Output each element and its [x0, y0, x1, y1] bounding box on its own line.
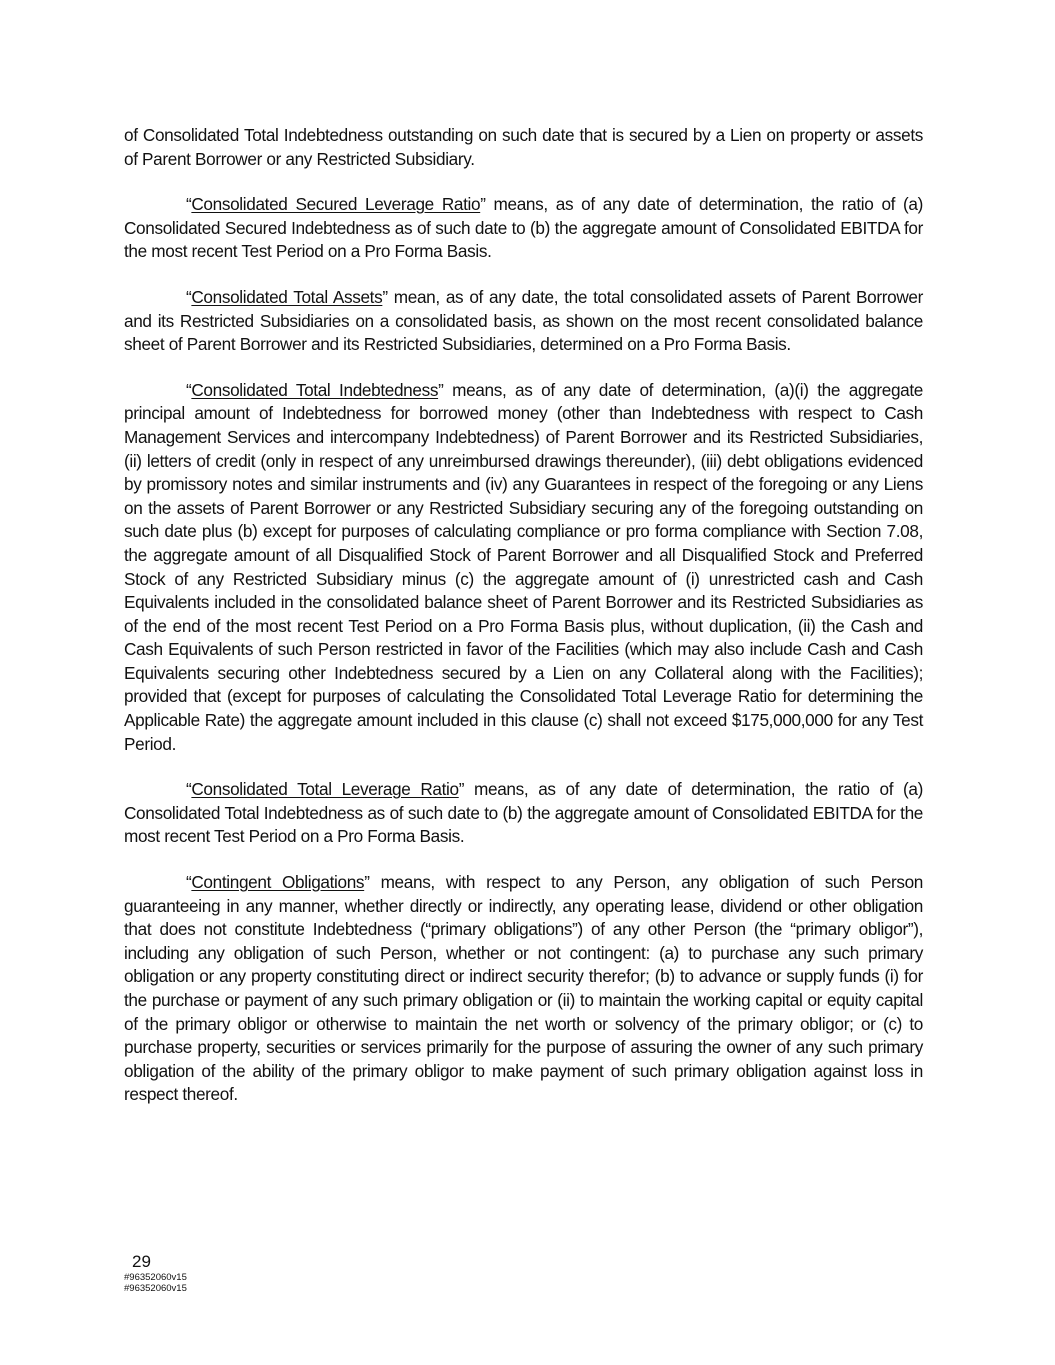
definition-consolidated-total-leverage-ratio: [124, 778, 923, 849]
defined-term: Consolidated Secured Leverage Ratio: [191, 194, 481, 215]
document-id: #96352060v15: [124, 1283, 187, 1294]
definition-text: ” mean, as of any date, the total consolidated assets of Parent Borrower and its Restricted Subsidiaries on a consolidated basis, as shown on the most recent consolidated balance sheet of Parent Borrower and its Restricted Subsidiaries, determined on a Pro Forma Basis.: [124, 286, 923, 355]
open-quote: “: [186, 194, 192, 215]
paragraph-continuation: [124, 124, 923, 171]
document-id: #96352060v15: [124, 1272, 187, 1283]
definition-consolidated-total-indebtedness: [124, 379, 923, 757]
definition-text: ” means, as of any date of determination, (a)(i) the aggregate principal amount of Indebtedness for borrowed money (other than Indebtedness with respect to Cash Management Services and intercompany Indebtedness) of Parent Borrower and its Restricted Subsidiaries, (ii) letters of credit (only in respect of any unreimbursed drawings thereunder), (iii) debt obligations evidenced by promissory notes and similar instruments and (iv) any Guarantees in respect of the foregoing or any Liens on the assets of Parent Borrower or any Restricted Subsidiary securing any of the foregoing outstanding on such date plus (b) except for purposes of calculating compliance or pro forma compliance with Section 7.08, the aggregate amount of all Disqualified Stock of Parent Borrower and all Disqualified Stock and Preferred Stock of any Restricted Subsidiary minus (c) the aggregate amount of (i) unrestricted cash and Cash Equivalents included in the consolidated balance sheet of Parent Borrower and its Restricted Subsidiaries as of the end of the most recent Test Period on a Pro Forma Basis plus, without duplication, (ii) the Cash and Cash Equivalents of such Person restricted in favor of the Facilities (which may also include Cash and Cash Equivalents securing other Indebtedness secured by a Lien on any Collateral along with the Facilities); provided that (except for purposes of calculating the Consolidated Total Leverage Ratio for determining the Applicable Rate) the aggregate amount included in this clause (c) shall not exceed $175,000,000 for any Test Period.: [124, 379, 923, 754]
paragraph-text: of Consolidated Total Indebtedness outstanding on such date that is secured by a Lien on property or assets of Parent Borrower or any Restricted Subsidiary.: [124, 125, 923, 169]
definition-text: ” means, as of any date of determination, the ratio of (a) Consolidated Secured Indebtedness as of such date to (b) the aggregate amount of Consolidated EBITDA for the most recent Test Period on a Pro Forma Basis.: [124, 194, 923, 262]
defined-term: Contingent Obligations: [191, 872, 365, 893]
page-number: 29: [132, 1252, 151, 1271]
open-quote: “: [186, 286, 192, 307]
open-quote: “: [186, 872, 192, 893]
definition-text: ” means, as of any date of determination, the ratio of (a) Consolidated Total Indebtedness as of such date to (b) the aggregate amount of Consolidated EBITDA for the most recent Test Period on a Pro Forma Basis.: [124, 779, 923, 847]
definition-consolidated-total-assets: [124, 286, 923, 357]
definition-consolidated-secured-leverage-ratio: [124, 193, 923, 264]
open-quote: “: [186, 379, 192, 400]
definition-text: ” means, with respect to any Person, any obligation of such Person guaranteeing in any manner, whether directly or indirectly, any operating lease, dividend or other obligation that does not constitute Indebtedness (“primary obligations”) of any other Person (the “primary obligor”), including any obligation of such Person, whether or not contingent: (a) to purchase any such primary obligation or any property constituting direct or indirect security therefor; (b) to advance or supply funds (i) for the purchase or payment of any such primary obligation or (ii) to maintain the working capital or equity capital of the primary obligor or otherwise to maintain the net worth or solvency of the primary obligor; or (c) to purchase property, securities or services primarily for the purpose of assuring the owner of any such primary obligation of the ability of the primary obligor to make payment of such primary obligation against loss in respect thereof.: [124, 872, 923, 1105]
page-footer: [124, 1252, 187, 1294]
defined-term: Consolidated Total Indebtedness: [191, 379, 439, 400]
open-quote: “: [186, 779, 192, 800]
defined-term: Consolidated Total Leverage Ratio: [191, 779, 459, 800]
defined-term: Consolidated Total Assets: [191, 286, 383, 307]
definition-contingent-obligations: [124, 871, 923, 1107]
document-page: [124, 124, 923, 1129]
